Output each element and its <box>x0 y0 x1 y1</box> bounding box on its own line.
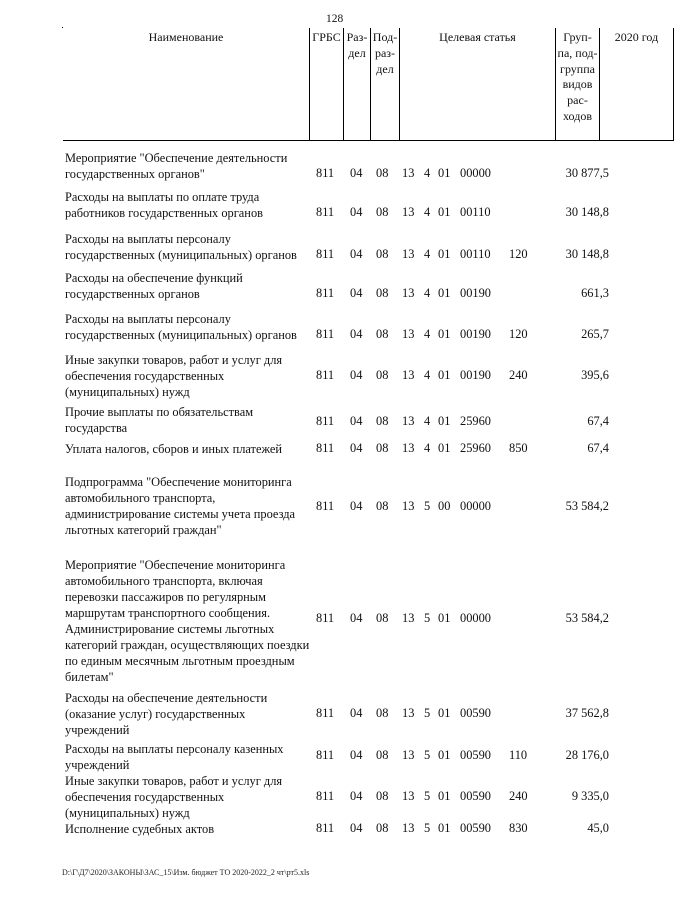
row-t1: 13 <box>402 205 415 219</box>
row-grbs: 811 <box>316 368 335 382</box>
row-name: Иные закупки товаров, работ и услуг для обеспечения государственных (муниципальных) нужд <box>65 774 283 820</box>
row-amount: 30 877,5 <box>565 166 609 180</box>
row-t1: 13 <box>402 327 415 341</box>
row-name: Подпрограмма "Обеспечение мониторинга автомобильного транспорта, администрирование системы учета проезда льготных категорий граждан" <box>65 475 296 537</box>
row-t2: 4 <box>424 441 431 455</box>
row-amount: 67,4 <box>587 414 609 428</box>
table-header <box>62 27 659 123</box>
row-t2: 4 <box>424 166 431 180</box>
row-grbs: 811 <box>316 205 335 219</box>
row-t3: 00 <box>438 499 451 513</box>
row-t2: 4 <box>424 327 431 341</box>
row-t3: 01 <box>438 205 451 219</box>
row-t2: 4 <box>424 286 431 300</box>
row-razdel: 04 <box>350 166 363 180</box>
row-grbs: 811 <box>316 821 335 835</box>
row-t3: 01 <box>438 286 451 300</box>
row-amount: 30 148,8 <box>565 247 609 261</box>
row-podrazdel: 08 <box>376 441 389 455</box>
row-t1: 13 <box>402 821 415 835</box>
row-t1: 13 <box>402 706 415 720</box>
row-t3: 01 <box>438 166 451 180</box>
row-group: 240 <box>509 368 528 382</box>
row-podrazdel: 08 <box>376 821 389 835</box>
row-grbs: 811 <box>316 247 335 261</box>
row-t4: 00590 <box>460 706 491 720</box>
row-name: Расходы на обеспечение деятельности (оказание услуг) государственных учреждений <box>65 691 268 737</box>
row-t4: 00110 <box>460 205 491 219</box>
row-razdel: 04 <box>350 789 363 803</box>
row-group: 120 <box>509 247 528 261</box>
row-t4: 25960 <box>460 414 491 428</box>
row-grbs: 811 <box>316 748 335 762</box>
row-name: Прочие выплаты по обязательствам государства <box>65 405 254 435</box>
file-path-footer: D:\Г\Д7\2020\ЗАКОНЫ\ЗАС_15\Изм. бюджет ТО 2020-2022_2 чт\рт5.xls <box>62 868 310 877</box>
row-razdel: 04 <box>350 327 363 341</box>
row-t1: 13 <box>402 499 415 513</box>
row-t4: 00590 <box>460 789 491 803</box>
row-grbs: 811 <box>316 441 335 455</box>
row-t1: 13 <box>402 286 415 300</box>
row-name: Уплата налогов, сборов и иных платежей <box>65 442 283 456</box>
row-razdel: 04 <box>350 205 363 219</box>
row-t2: 5 <box>424 706 431 720</box>
row-grbs: 811 <box>316 327 335 341</box>
row-t2: 5 <box>424 611 431 625</box>
row-group: 110 <box>509 748 528 762</box>
row-amount: 53 584,2 <box>565 611 609 625</box>
row-t4: 25960 <box>460 441 491 455</box>
page-number: 128 <box>326 13 344 25</box>
row-podrazdel: 08 <box>376 368 389 382</box>
header-expense-group: Груп-па, под-группа видов рас-ходов <box>556 28 600 141</box>
row-group: 850 <box>509 441 528 455</box>
row-t3: 01 <box>438 748 451 762</box>
row-podrazdel: 08 <box>376 748 389 762</box>
row-t3: 01 <box>438 247 451 261</box>
row-razdel: 04 <box>350 611 363 625</box>
row-amount: 395,6 <box>581 368 609 382</box>
row-t4: 00190 <box>460 368 491 382</box>
row-amount: 37 562,8 <box>565 706 609 720</box>
row-podrazdel: 08 <box>376 205 389 219</box>
row-podrazdel: 08 <box>376 247 389 261</box>
row-t3: 01 <box>438 441 451 455</box>
row-name: Исполнение судебных актов <box>65 822 215 836</box>
row-t4: 00590 <box>460 748 491 762</box>
header-grbs: ГРБС <box>310 28 344 141</box>
row-grbs: 811 <box>316 414 335 428</box>
row-podrazdel: 08 <box>376 414 389 428</box>
row-podrazdel: 08 <box>376 706 389 720</box>
row-name: Расходы на выплаты персоналу государственных (муниципальных) органов <box>65 312 297 342</box>
row-t2: 4 <box>424 414 431 428</box>
row-t1: 13 <box>402 789 415 803</box>
row-amount: 265,7 <box>581 327 609 341</box>
row-grbs: 811 <box>316 499 335 513</box>
header-podrazdel: Под-раз-дел <box>371 28 400 141</box>
header-target-article: Целевая статья <box>400 28 556 141</box>
row-t4: 00190 <box>460 286 491 300</box>
row-podrazdel: 08 <box>376 327 389 341</box>
row-name: Мероприятие "Обеспечение деятельности государственных органов" <box>65 151 288 181</box>
row-t3: 01 <box>438 789 451 803</box>
row-amount: 67,4 <box>587 441 609 455</box>
header-razdel: Раз-дел <box>344 28 371 141</box>
header-year-2020: 2020 год <box>600 28 674 141</box>
row-grbs: 811 <box>316 706 335 720</box>
row-t1: 13 <box>402 368 415 382</box>
row-t2: 4 <box>424 205 431 219</box>
row-t2: 4 <box>424 368 431 382</box>
row-amount: 28 176,0 <box>565 748 609 762</box>
row-name: Расходы на выплаты персоналу государственных (муниципальных) органов <box>65 232 297 262</box>
row-podrazdel: 08 <box>376 286 389 300</box>
row-group: 240 <box>509 789 528 803</box>
header-name: Наименование <box>63 28 310 141</box>
row-razdel: 04 <box>350 441 363 455</box>
row-amount: 30 148,8 <box>565 205 609 219</box>
row-razdel: 04 <box>350 286 363 300</box>
row-t1: 13 <box>402 414 415 428</box>
row-t1: 13 <box>402 166 415 180</box>
row-grbs: 811 <box>316 286 335 300</box>
row-razdel: 04 <box>350 499 363 513</box>
row-name: Мероприятие "Обеспечение мониторинга автомобильного транспорта, включая перевозки пассажиров по регулярным маршрутам транспортного сообщения. Администрирование системы льготных категорий граждан, осуществляющих поездки по единым месячным льготным проездным билетам" <box>65 558 310 684</box>
row-razdel: 04 <box>350 706 363 720</box>
row-podrazdel: 08 <box>376 611 389 625</box>
row-grbs: 811 <box>316 166 335 180</box>
row-t3: 01 <box>438 327 451 341</box>
row-t4: 00000 <box>460 499 491 513</box>
row-t1: 13 <box>402 748 415 762</box>
row-t3: 01 <box>438 368 451 382</box>
row-t1: 13 <box>402 247 415 261</box>
row-name: Расходы на выплаты по оплате труда работников государственных органов <box>65 190 263 220</box>
row-t4: 00000 <box>460 166 491 180</box>
row-group: 830 <box>509 821 528 835</box>
row-razdel: 04 <box>350 414 363 428</box>
row-t4: 00590 <box>460 821 491 835</box>
row-t4: 00190 <box>460 327 491 341</box>
row-podrazdel: 08 <box>376 166 389 180</box>
row-razdel: 04 <box>350 821 363 835</box>
row-amount: 45,0 <box>587 821 609 835</box>
row-t2: 5 <box>424 499 431 513</box>
row-t2: 5 <box>424 821 431 835</box>
row-podrazdel: 08 <box>376 499 389 513</box>
row-grbs: 811 <box>316 611 335 625</box>
row-razdel: 04 <box>350 368 363 382</box>
row-t1: 13 <box>402 611 415 625</box>
row-t2: 4 <box>424 247 431 261</box>
row-t3: 01 <box>438 414 451 428</box>
row-t3: 01 <box>438 611 451 625</box>
row-amount: 53 584,2 <box>565 499 609 513</box>
row-group: 120 <box>509 327 528 341</box>
row-razdel: 04 <box>350 247 363 261</box>
row-t3: 01 <box>438 821 451 835</box>
row-podrazdel: 08 <box>376 789 389 803</box>
row-grbs: 811 <box>316 789 335 803</box>
row-amount: 9 335,0 <box>571 789 609 803</box>
row-t2: 5 <box>424 789 431 803</box>
row-name: Расходы на обеспечение функций государственных органов <box>65 271 243 301</box>
row-t2: 5 <box>424 748 431 762</box>
row-t1: 13 <box>402 441 415 455</box>
row-t4: 00000 <box>460 611 491 625</box>
row-name: Расходы на выплаты персоналу казенных учреждений <box>65 742 284 772</box>
row-name: Иные закупки товаров, работ и услуг для обеспечения государственных (муниципальных) нужд <box>65 353 283 399</box>
row-t4: 00110 <box>460 247 491 261</box>
row-razdel: 04 <box>350 748 363 762</box>
row-amount: 661,3 <box>581 286 609 300</box>
row-t3: 01 <box>438 706 451 720</box>
